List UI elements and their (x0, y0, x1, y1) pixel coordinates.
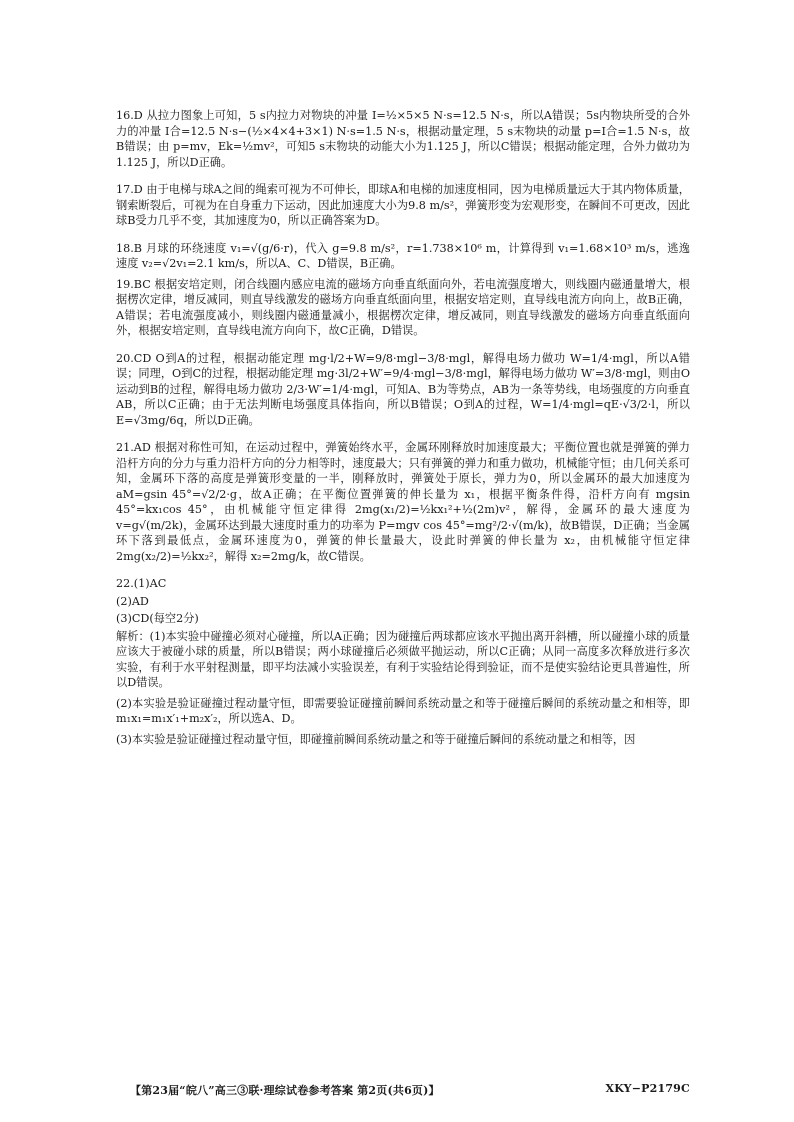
answer-22-line-2: (2)AD (116, 594, 149, 608)
answer-22-line-1: 22.(1)AC (116, 577, 167, 590)
answer-19-text: 19.BC 根据安培定则，闭合线圈内感应电流的磁场方向垂直纸面向外，若电流强度增大，则线圈内磁通量增大，根据楞次定律，增反减同，则直导线激发的磁场方向垂直纸面向里，根据安培定则，直导线电流方向向上，故B正确，A错误；若电流强度减小，则线圈内磁通量减小，根据楞次定律，增反减同，则直导线激发的磁场方向垂直纸面向外，根据安培定则，直导线电流方向向下，故C正确，D错误。 (116, 277, 690, 337)
answer-17-text: 17.D 由于电梯与球A之间的绳索可视为不可伸长，即球A和电梯的加速度相同，因为电梯质量远大于其内物体质量，钢索断裂后，可视为在自身重力下运动，因此加速度大小为9.8 m/s²，弹簧形变为宏观形变，在瞬间不可更改，因此球B受力几乎不变，其加速度为0，所以正确答案为D。 (116, 183, 690, 227)
answer-18-text: 18.B 月球的环绕速度 v₁=√(g/6·r)，代入 g=9.8 m/s²，r=1.738×10⁶ m，计算得到 v₁=1.68×10³ m/s，逃逸速度 v₂=√2v₁=2.1 km/s，所以A、C、D错误，B正确。 (116, 241, 690, 270)
answer-21 (116, 440, 690, 564)
answer-17 (116, 182, 690, 229)
answer-19 (116, 277, 690, 339)
footer-code: XKY−P2179C (605, 1082, 690, 1095)
answer-20 (116, 351, 690, 429)
answer-18 (116, 241, 690, 272)
answer-21-text: 21.AD 根据对称性可知，在运动过程中，弹簧始终水平，金属环刚释放时加速度最大；平衡位置也就是弹簧的弹力沿杆方向的分力与重力沿杆方向的分力相等时，速度最大；只有弹簧的弹力和重力做功，机械能守恒；由几何关系可知，金属环下落的高度是弹簧形变量的一半，刚释放时，弹簧处于原长，弹力为0，所以金属环的最大加速度为 aM=gsin 45°=√2/2·g，故A正确；在平衡位置弹簧的伸长量为 x₁，根据平衡条件得，沿杆方向有 mgsin 45°=kx₁cos 45°，由机械能守恒定律得 2mg(x₁/2)=½kx₁²+½(2m)v²，解得，金属环的最大速度为 v=g√(m/2k)，金属环达到最大速度时重力的功率为 P=mgv cos 45°=mg²/2·√(m/k)，故B错误，D正确；当金属环下落到最低点，金属环速度为0，弹簧的伸长量最大，设此时弹簧的伸长量为 x₂，由机械能守恒定律 2mg(x₂/2)=½kx₂²，解得 x₂=2mg/k，故C错误。 (116, 441, 690, 563)
answer-22-analysis-3: (3)本实验是验证碰撞过程动量守恒，即碰撞前瞬间系统动量之和等于碰撞后瞬间的系统动量之和相等，因 (116, 732, 636, 746)
answer-16 (116, 108, 690, 170)
answer-22-analysis-2: (2)本实验是验证碰撞过程动量守恒，即需要验证碰撞前瞬间系统动量之和等于碰撞后瞬间的系统动量之和相等，即 m₁x₁=m₁x′₁+m₂x′₂，所以选A、D。 (116, 696, 690, 725)
answer-22-line-3: (3)CD(每空2分) (116, 612, 199, 625)
page-footer (130, 1082, 690, 1098)
answer-20-text: 20.CD O到A的过程，根据动能定理 mg·l/2+W=9/8·mgl−3/8·mgl，解得电场力做功 W=1/4·mgl，所以A错误；同理，O到C的过程，根据动能定理 mg·3l/2+W′=9/4·mgl−3/8·mgl，解得电场力做功 W′=3/8·mgl，则由O运动到B的过程，解得电场力做功 2/3·W′=1/4·mgl，可知A、B为等势点，AB为一条等势线，电场强度的方向垂直AB，所以C正确；由于无法判断电场强度具体指向，所以B错误；O到A的过程，W=1/4·mgl=qE·√3/2·l，所以 E=√3mg/6q，所以D正确。 (116, 351, 690, 427)
answer-22-analysis-1: 解析：(1)本实验中碰撞必须对心碰撞，所以A正确；因为碰撞后两球都应该水平抛出离开斜槽，所以碰撞小球的质量应该大于被碰小球的质量，所以B错误；两小球碰撞后必须做平抛运动，所以C正确；从同一高度多次释放进行多次实验，有利于水平射程测量，即平均法减小实验误差，有利于实验结论得到验证，而不是使实验结论更具普遍性，所以D错误。 (116, 629, 690, 689)
answer-content (116, 108, 690, 752)
footer-title: 【第23届“皖八”高三③联·理综试卷参考答案 第2页(共6页)】 (130, 1084, 440, 1097)
answer-16-text: 16.D 从拉力图象上可知，5 s内拉力对物块的冲量 I=½×5×5 N·s=12.5 N·s，所以A错误；5s内物块所受的合外力的冲量 I合=12.5 N·s−(½×4×4+3×1) N·s=1.5 N·s，根据动量定理，5 s末物块的动量 p=I合=1.5 N·s，故B错误；由 p=mv，Ek=½mv²，可知5 s末物块的动能大小为1.125 J，所以C错误；根据动能定理，合外力做功为1.125 J，所以D正确。 (116, 109, 690, 169)
answer-22 (116, 576, 690, 747)
